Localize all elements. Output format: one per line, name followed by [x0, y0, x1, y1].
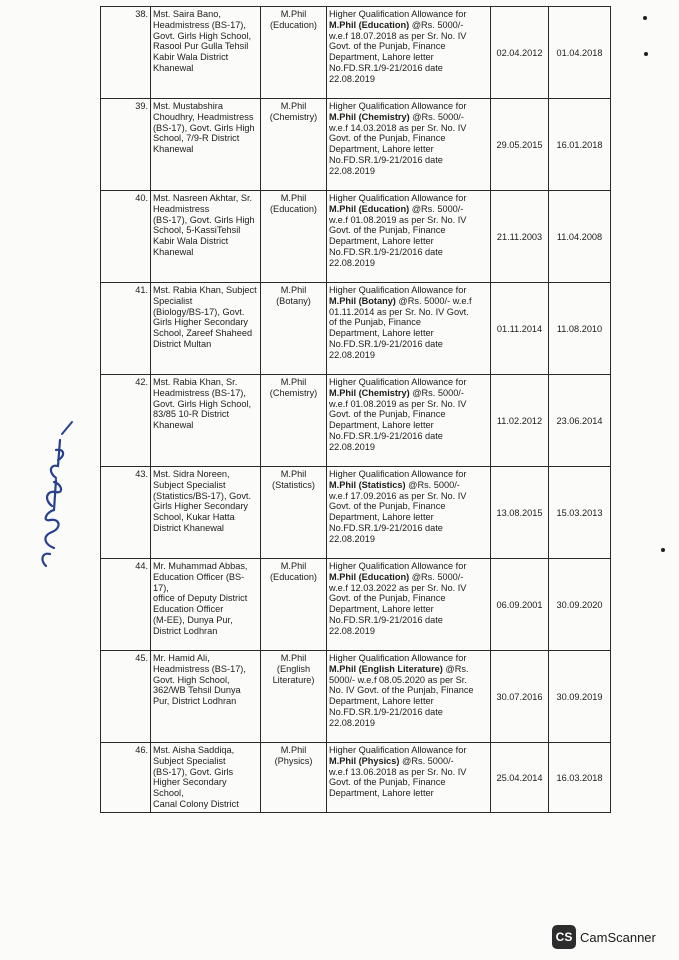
qualification: M.Phil (Botany)	[261, 283, 327, 375]
allowance-description	[327, 99, 491, 191]
serial-number: 43.	[101, 467, 151, 559]
table-body	[101, 7, 611, 813]
allowance-degree: M.Phil (Botany)	[329, 295, 396, 306]
table-row	[101, 559, 611, 651]
serial-number: 41.	[101, 283, 151, 375]
allowance-details: @Rs. 5000/- w.e.f 17.09.2016 as per Sr. No. IV Govt. of the Punjab, Finance Department, Lahore letter No.FD.SR.1/9-21/2016 date 22.08.2019	[329, 479, 467, 544]
date-first: 01.11.2014	[491, 283, 549, 375]
allowance-details: @Rs. 5000/- w.e.f 01.08.2019 as per Sr. No. IV Govt. of the Punjab, Finance Department, Lahore letter No.FD.SR.1/9-21/2016 date 22.08.2019	[329, 203, 467, 268]
allowance-degree: M.Phil (English Literature)	[329, 663, 443, 674]
qualification: M.Phil (Statistics)	[261, 467, 327, 559]
margin-dot	[644, 52, 648, 56]
allowance-description	[327, 743, 491, 813]
employee-name-designation: Mst. Rabia Khan, Sr. Headmistress (BS-17), Govt. Girls High School, 83/85 10-R District Khanewal	[151, 375, 261, 467]
serial-number: 44.	[101, 559, 151, 651]
employee-name-designation: Mr. Muhammad Abbas, Education Officer (BS-17), office of Deputy District Education Officer (M-EE), Dunya Pur, District Lodhran	[151, 559, 261, 651]
allowance-description	[327, 7, 491, 99]
allowance-degree: M.Phil (Chemistry)	[329, 111, 410, 122]
date-second: 11.04.2008	[549, 191, 611, 283]
date-second: 23.06.2014	[549, 375, 611, 467]
date-second: 15.03.2013	[549, 467, 611, 559]
allowance-description	[327, 283, 491, 375]
qualification: M.Phil (Education)	[261, 7, 327, 99]
allowance-degree: M.Phil (Education)	[329, 203, 410, 214]
date-second: 30.09.2019	[549, 651, 611, 743]
camscanner-watermark	[552, 925, 656, 949]
table-row	[101, 375, 611, 467]
allowance-description	[327, 467, 491, 559]
date-second: 30.09.2020	[549, 559, 611, 651]
allowance-details: @Rs. 5000/- w.e.f 14.03.2018 as per Sr. No. IV Govt. of the Punjab, Finance Department, Lahore letter No.FD.SR.1/9-21/2016 date 22.08.2019	[329, 111, 467, 176]
allowance-description	[327, 651, 491, 743]
allowance-description	[327, 375, 491, 467]
date-first: 30.07.2016	[491, 651, 549, 743]
date-first: 06.09.2001	[491, 559, 549, 651]
serial-number: 42.	[101, 375, 151, 467]
date-first: 11.02.2012	[491, 375, 549, 467]
camscanner-logo-icon: CS	[552, 925, 576, 949]
allowance-details: @Rs. 5000/- w.e.f 18.07.2018 as per Sr. No. IV Govt. of the Punjab, Finance Department, Lahore letter No.FD.SR.1/9-21/2016 date 22.08.2019	[329, 19, 467, 84]
serial-number: 45.	[101, 651, 151, 743]
employee-name-designation: Mst. Rabia Khan, Subject Specialist (Biology/BS-17), Govt. Girls Higher Secondary School, Zareef Shaheed District Multan	[151, 283, 261, 375]
serial-number: 40.	[101, 191, 151, 283]
allowance-heading: Higher Qualification Allowance for	[329, 101, 467, 111]
allowance-degree: M.Phil (Education)	[329, 571, 410, 582]
date-second: 11.08.2010	[549, 283, 611, 375]
date-second: 16.01.2018	[549, 99, 611, 191]
qualification: M.Phil (Chemistry)	[261, 375, 327, 467]
margin-dot	[643, 16, 647, 20]
allowance-description	[327, 191, 491, 283]
allowance-heading: Higher Qualification Allowance for	[329, 469, 467, 479]
allowance-degree: M.Phil (Education)	[329, 19, 410, 30]
table-row	[101, 283, 611, 375]
table-row	[101, 7, 611, 99]
allowance-heading: Higher Qualification Allowance for	[329, 9, 467, 19]
margin-dot	[661, 548, 665, 552]
allowance-details: @Rs. 5000/- w.e.f 01.08.2019 as per Sr. No. IV Govt. of the Punjab, Finance Department, Lahore letter No.FD.SR.1/9-21/2016 date 22.08.2019	[329, 387, 467, 452]
allowance-description	[327, 559, 491, 651]
date-second: 16.03.2018	[549, 743, 611, 813]
allowance-degree: M.Phil (Physics)	[329, 755, 400, 766]
allowance-degree: M.Phil (Statistics)	[329, 479, 406, 490]
allowance-heading: Higher Qualification Allowance for	[329, 561, 467, 571]
camscanner-label: CamScanner	[580, 929, 656, 945]
serial-number: 39.	[101, 99, 151, 191]
serial-number: 46.	[101, 743, 151, 813]
date-first: 02.04.2012	[491, 7, 549, 99]
employee-name-designation: Mst. Sidra Noreen, Subject Specialist (Statistics/BS-17), Govt. Girls Higher Secondary School, Kukar Hatta District Khanewal	[151, 467, 261, 559]
qualification: M.Phil (Education)	[261, 191, 327, 283]
qualification: M.Phil (Chemistry)	[261, 99, 327, 191]
allowance-heading: Higher Qualification Allowance for	[329, 193, 467, 203]
handwritten-signature	[32, 420, 74, 570]
allowance-table	[100, 6, 611, 813]
employee-name-designation: Mst. Mustabshira Choudhry, Headmistress (BS-17), Govt. Girls High School, 7/9-R District Khanewal	[151, 99, 261, 191]
serial-number: 38.	[101, 7, 151, 99]
allowance-heading: Higher Qualification Allowance for	[329, 377, 467, 387]
date-first: 13.08.2015	[491, 467, 549, 559]
table-row	[101, 191, 611, 283]
qualification: M.Phil (Physics)	[261, 743, 327, 813]
employee-name-designation: Mst. Nasreen Akhtar, Sr. Headmistress (BS-17), Govt. Girls High School, 5-KassiTehsil Kabir Wala District Khanewal	[151, 191, 261, 283]
table-row	[101, 651, 611, 743]
allowance-heading: Higher Qualification Allowance for	[329, 745, 467, 755]
table-row	[101, 743, 611, 813]
allowance-details: @Rs. 5000/- w.e.f 13.06.2018 as per Sr. No. IV Govt. of the Punjab, Finance Department, Lahore letter	[329, 755, 467, 799]
allowance-degree: M.Phil (Chemistry)	[329, 387, 410, 398]
allowance-heading: Higher Qualification Allowance for	[329, 285, 467, 295]
qualification: M.Phil (English Literature)	[261, 651, 327, 743]
allowance-details: @Rs. 5000/- w.e.f 01.11.2014 as per Sr. No. IV Govt. of the Punjab, Finance Department, Lahore letter No.FD.SR.1/9-21/2016 date 22.08.2019	[329, 295, 472, 360]
allowance-details: @Rs. 5000/- w.e.f 08.05.2020 as per Sr. No. IV Govt. of the Punjab, Finance Department, Lahore letter No.FD.SR.1/9-21/2016 date 22.08.2019	[329, 663, 474, 728]
table-row	[101, 99, 611, 191]
date-second: 01.04.2018	[549, 7, 611, 99]
employee-name-designation: Mr. Hamid Ali, Headmistress (BS-17), Govt. High School, 362/WB Tehsil Dunya Pur, District Lodhran	[151, 651, 261, 743]
allowance-details: @Rs. 5000/- w.e.f 12.03.2022 as per Sr. No. IV Govt. of the Punjab, Finance Department, Lahore letter No.FD.SR.1/9-21/2016 date 22.08.2019	[329, 571, 467, 636]
employee-name-designation: Mst. Aisha Saddiqa, Subject Specialist (BS-17), Govt. Girls Higher Secondary School, Canal Colony District	[151, 743, 261, 813]
date-first: 25.04.2014	[491, 743, 549, 813]
qualification: M.Phil (Education)	[261, 559, 327, 651]
date-first: 21.11.2003	[491, 191, 549, 283]
date-first: 29.05.2015	[491, 99, 549, 191]
employee-name-designation: Mst. Saira Bano, Headmistress (BS-17), Govt. Girls High School, Rasool Pur Gulla Tehsil Kabir Wala District Khanewal	[151, 7, 261, 99]
table-row	[101, 467, 611, 559]
allowance-heading: Higher Qualification Allowance for	[329, 653, 467, 663]
